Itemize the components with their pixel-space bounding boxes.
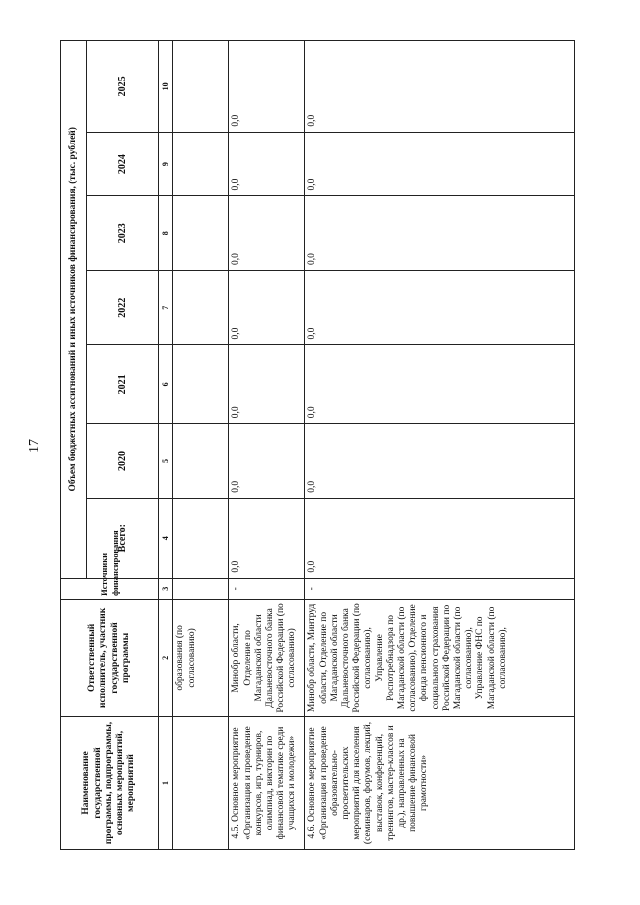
row-value: 0,0 [229, 196, 305, 271]
row-executor: Минобр области, Отделение по Магаданской области Дальневосточного банка Российской Федерации (по согласованию) [229, 599, 305, 716]
header-year: 2024 [87, 132, 159, 196]
row-total: 0,0 [305, 498, 575, 578]
column-number: 3 [159, 578, 173, 599]
header-total: Всего: [87, 498, 159, 578]
column-number: 4 [159, 498, 173, 578]
row-executor: образования (по согласованию) [173, 599, 229, 716]
row-value: 0,0 [305, 132, 575, 196]
header-name: Наименование государственной программы, подпрограммы, основных мероприятий, мероприятий [61, 716, 159, 849]
table-row [229, 41, 305, 850]
header-year: 2020 [87, 424, 159, 499]
header-year: 2021 [87, 345, 159, 424]
row-value [173, 271, 229, 346]
row-value: 0,0 [229, 271, 305, 346]
row-name: 4.6. Основное мероприятие «Организация и проведение образовательно-просветительских мероприятий для населения (семинаров, форумов, лекций, выставок, конференций, тренингов, мастер-классов и др.), направленных на повышение финансовой грамотности» [305, 716, 575, 849]
row-source [173, 578, 229, 599]
row-value: 0,0 [229, 424, 305, 499]
row-value: 0,0 [305, 41, 575, 133]
funding-table [60, 40, 575, 850]
row-total [173, 498, 229, 578]
row-value [173, 132, 229, 196]
column-number: 2 [159, 599, 173, 716]
column-number: 5 [159, 424, 173, 499]
row-value: 0,0 [305, 196, 575, 271]
row-name: 4.5. Основное мероприятие «Организация и проведение конкурсов, игр, турниров, олимпиад, викторин по финансовой тематике среди учащихся и молодежи» [229, 716, 305, 849]
row-value [173, 41, 229, 133]
column-number: 1 [159, 716, 173, 849]
row-value: 0,0 [229, 345, 305, 424]
column-number: 8 [159, 196, 173, 271]
row-value: 0,0 [229, 132, 305, 196]
rotated-table-container [60, 40, 574, 850]
row-value: 0,0 [305, 424, 575, 499]
row-value: 0,0 [305, 271, 575, 346]
header-funding-group: Объем бюджетных ассигнований и иных источников финансирования, (тыс. рублей) [61, 41, 87, 579]
column-number: 9 [159, 132, 173, 196]
column-number: 10 [159, 41, 173, 133]
row-name [173, 716, 229, 849]
column-number-row [159, 41, 173, 850]
row-value [173, 424, 229, 499]
column-number: 6 [159, 345, 173, 424]
row-source: - [229, 578, 305, 599]
table-frame [60, 40, 574, 850]
row-executor: Минобр области, Минтруд области, Отделение по Магаданской области Дальневосточного банка Российской Федерации (по согласованию), Управление Роспотребнадзора по Магаданской области (по согласованию), Отделение фонда пенсионного и социального страхования Российской Федерации по Магаданской области (по согласованию), Управление ФНС по Магаданской области (по согласованию), [305, 599, 575, 716]
header-year: 2025 [87, 41, 159, 133]
table-row [173, 41, 229, 850]
header-source: Источники финансирования [61, 578, 159, 599]
row-value [173, 345, 229, 424]
page-number-text: 17 [27, 439, 42, 453]
row-total: 0,0 [229, 498, 305, 578]
header-year: 2023 [87, 196, 159, 271]
row-source: - [305, 578, 575, 599]
column-number: 7 [159, 271, 173, 346]
header-year: 2022 [87, 271, 159, 346]
header-executor: Ответственный исполнитель, участник государственной программы [61, 599, 159, 716]
row-value: 0,0 [305, 345, 575, 424]
table-row [305, 41, 575, 850]
row-value [173, 196, 229, 271]
row-value: 0,0 [229, 41, 305, 133]
